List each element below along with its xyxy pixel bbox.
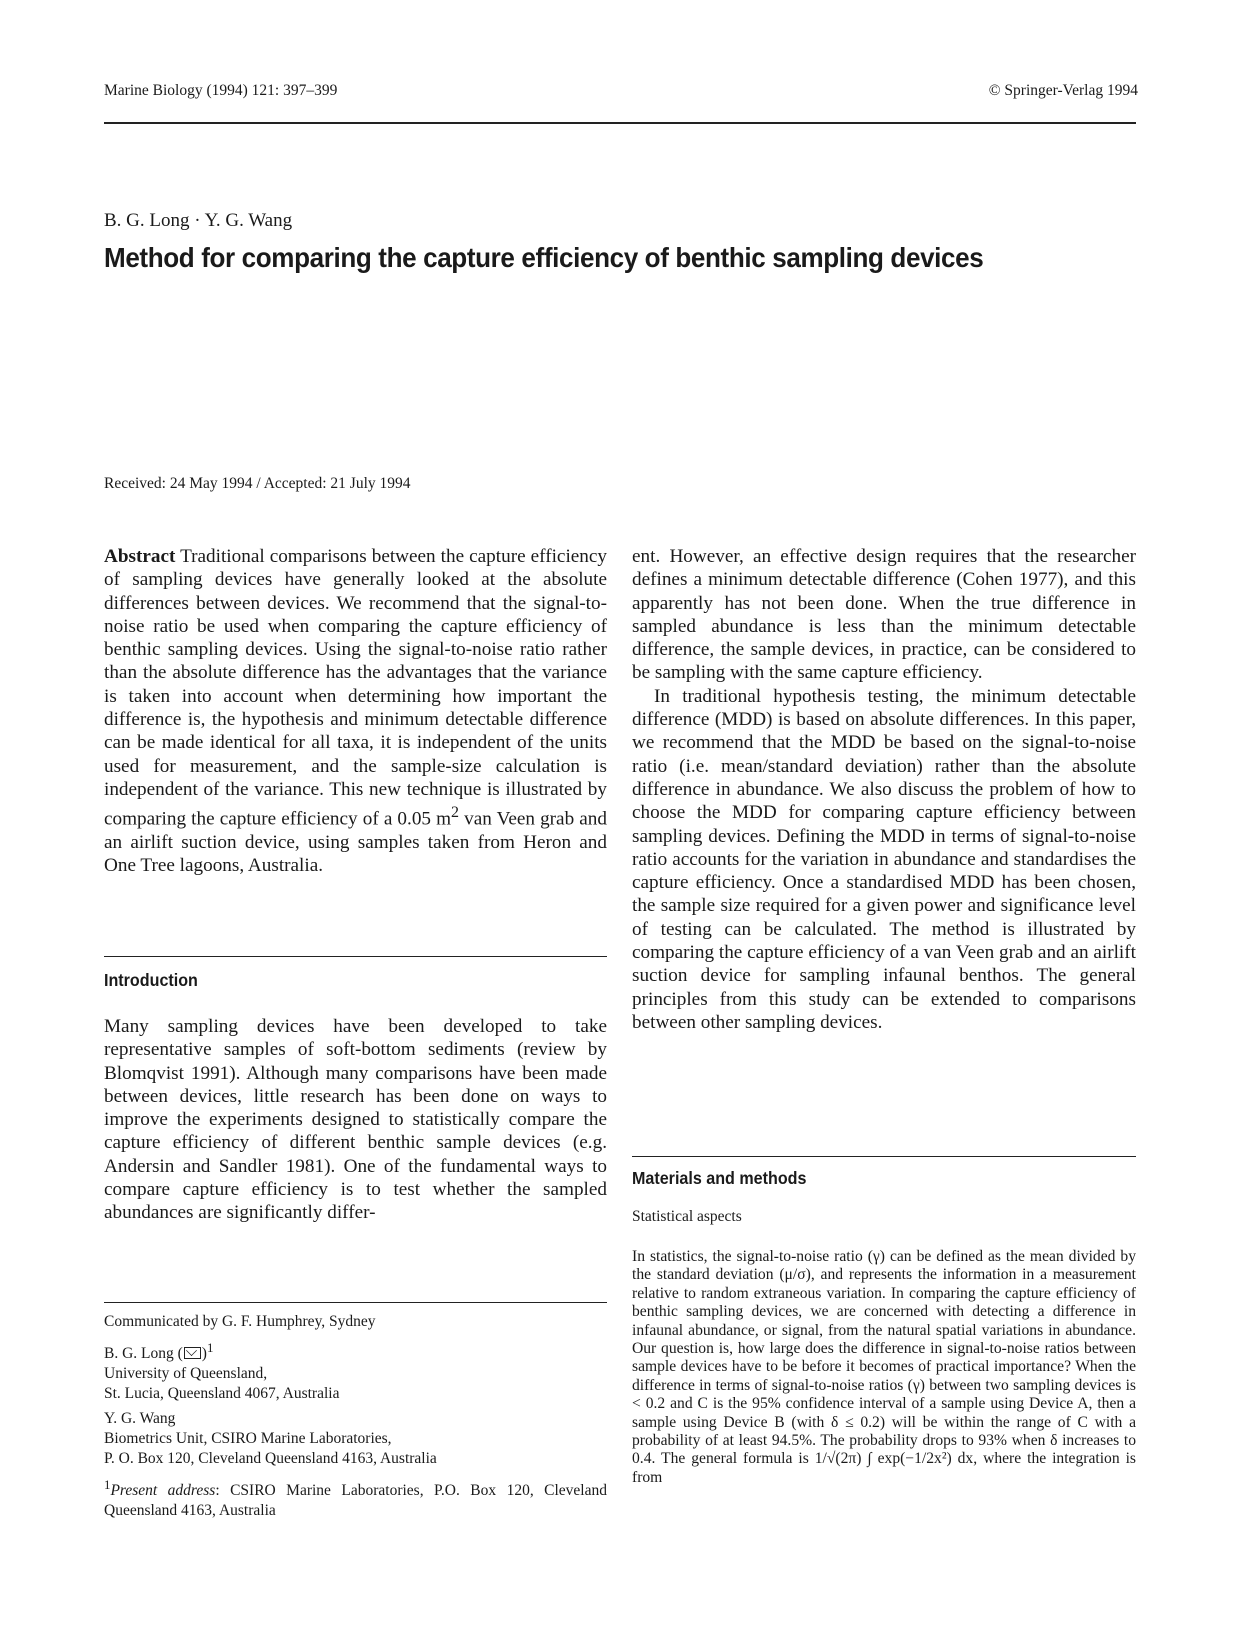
- right-column-text: [632, 545, 1136, 1034]
- author2-block: [104, 1409, 607, 1468]
- right-paragraph-1: ent. However, an effective design requires that the researcher defines a minimum detectable difference (Cohen 1977), and this apparently has not been done. When the true difference in sampled abundance is less than the minimum detectable difference, the sample devices, in practice, can be considered to be sampling with the same capture efficiency.: [632, 546, 1136, 684]
- envelope-icon: [184, 1347, 201, 1359]
- materials-heading: Materials and methods: [632, 1168, 807, 1188]
- footnote-rule: [104, 1302, 607, 1303]
- author1-affiliation-line2: St. Lucia, Queensland 4067, Australia: [104, 1384, 340, 1402]
- communicated-by: Communicated by G. F. Humphrey, Sydney: [104, 1313, 376, 1330]
- introduction-paragraph: Many sampling devices have been developed to take representative samples of soft-bottom sediments (review by Blomqvist 1991). Although many comparisons have been made between devices, little research has been done on ways to improve the experiments designed to statistically compare the capture efficiency of different benthic sample devices (e.g. Andersin and Sandler 1981). One of the fundamental ways to compare capture efficiency is to test whether the sampled abundances are significantly differ-: [104, 1016, 607, 1224]
- note-text: : CSIRO Marine Laboratories, P.O. Box 120, Cleveland Queensland 4163, Australia: [104, 1481, 607, 1519]
- abstract-text-b: van Veen grab and an airlift suction device, using samples taken from Heron and One Tree lagoons, Australia.: [104, 808, 607, 877]
- note-label: Present address: [110, 1481, 216, 1499]
- introduction-heading: Introduction: [104, 970, 198, 990]
- introduction-text: [104, 1015, 607, 1225]
- right-paragraph-2: In traditional hypothesis testing, the minimum detectable difference (MDD) is based on absolute differences. In this paper, we recommend that the MDD be based on the signal-to-noise ratio (i.e. mean/standard deviation) rather than the absolute difference in abundance. We also discuss the problem of how to choose the MDD for comparing capture efficiency between sampling devices. Defining the MDD in terms of signal-to-noise ratio accounts for the variation in abundance and standardises the capture efficiency. Once a standardised MDD has been chosen, the sample size required for a given power and significance level of testing can be calculated. The method is illustrated by comparing the capture efficiency of a van Veen grab and an airlift suction device for sampling infaunal benthos. The general principles from this study can be extended to comparisons between other sampling devices.: [632, 685, 1136, 1033]
- introduction-rule: [104, 956, 607, 957]
- author2-name: Y. G. Wang: [104, 1410, 176, 1428]
- article-title: Method for comparing the capture efficiency of benthic sampling devices: [104, 242, 984, 273]
- note-superscript: 1: [104, 1476, 111, 1492]
- abstract-text-a: Traditional comparisons between the capture efficiency of sampling devices have generally looked at the absolute differences between devices. We recommend that the signal-to-noise ratio be used when comparing the capture efficiency of benthic sampling devices. Using the signal-to-noise ratio rather than the absolute difference has the advantages that the variance is taken into account when determining how important the difference is, the hypothesis and minimum detectable difference can be made identical for all taxa, it is independent of the units used for measurement, and the sample-size calculation is independent of the variance. This new technique is illustrated by comparing the capture efficiency of a 0.05 m: [104, 546, 607, 830]
- journal-citation: Marine Biology (1994) 121: 397–399: [104, 82, 338, 99]
- abstract-label: Abstract: [104, 546, 176, 567]
- materials-rule: [632, 1156, 1136, 1157]
- author-affiliations: [104, 1312, 607, 1520]
- copyright-notice: © Springer-Verlag 1994: [988, 82, 1138, 99]
- author1-name: B. G. Long (: [104, 1344, 183, 1362]
- statistical-aspects-text: In statistics, the signal-to-noise ratio (γ) can be defined as the mean divided by the standard deviation (μ/σ), and represents the information in a measurement relative to random extraneous variation. In comparing the capture efficiency of benthic sampling devices, we are concerned with detecting a difference in infaunal abundance, or signal, from the natural spatial variations in abundance. Our question is, how large does the difference in signal-to-noise ratios between sample devices have to be before it becomes of practical importance? When the difference in terms of signal-to-noise ratios (γ) between two sampling devices is < 0.2 and C is the 95% confidence interval of a sample using Device A, then a sample using Device B (with δ ≤ 0.2) will be within the range of C with a probability of at least 94.5%. The probability drops to 93% when δ increases to 0.4. The general formula is 1/√(2π) ∫ exp(−1/2x²) dx, where the integration is from: [632, 1248, 1136, 1486]
- author2-affiliation-line1: Biometrics Unit, CSIRO Marine Laboratories,: [104, 1430, 392, 1448]
- author-line: B. G. Long · Y. G. Wang: [104, 210, 293, 231]
- author1-superscript: 1: [206, 1339, 214, 1355]
- abstract: [104, 545, 607, 878]
- author2-affiliation-line2: P. O. Box 120, Cleveland Queensland 4163, Australia: [104, 1449, 437, 1467]
- header-rule: [104, 122, 1136, 124]
- present-address-note: [104, 1475, 607, 1521]
- author1-affiliation-line1: University of Queensland,: [104, 1364, 268, 1382]
- abstract-superscript: 2: [451, 804, 460, 822]
- statistical-aspects-subheading: Statistical aspects: [632, 1208, 742, 1225]
- author1-block: B. G. Long ( )$^1$ University of Queensland, St. Lucia, Queensland 4067, Australia: [104, 1338, 607, 1404]
- received-accepted-dates: Received: 24 May 1994 / Accepted: 21 July 1994: [104, 475, 411, 492]
